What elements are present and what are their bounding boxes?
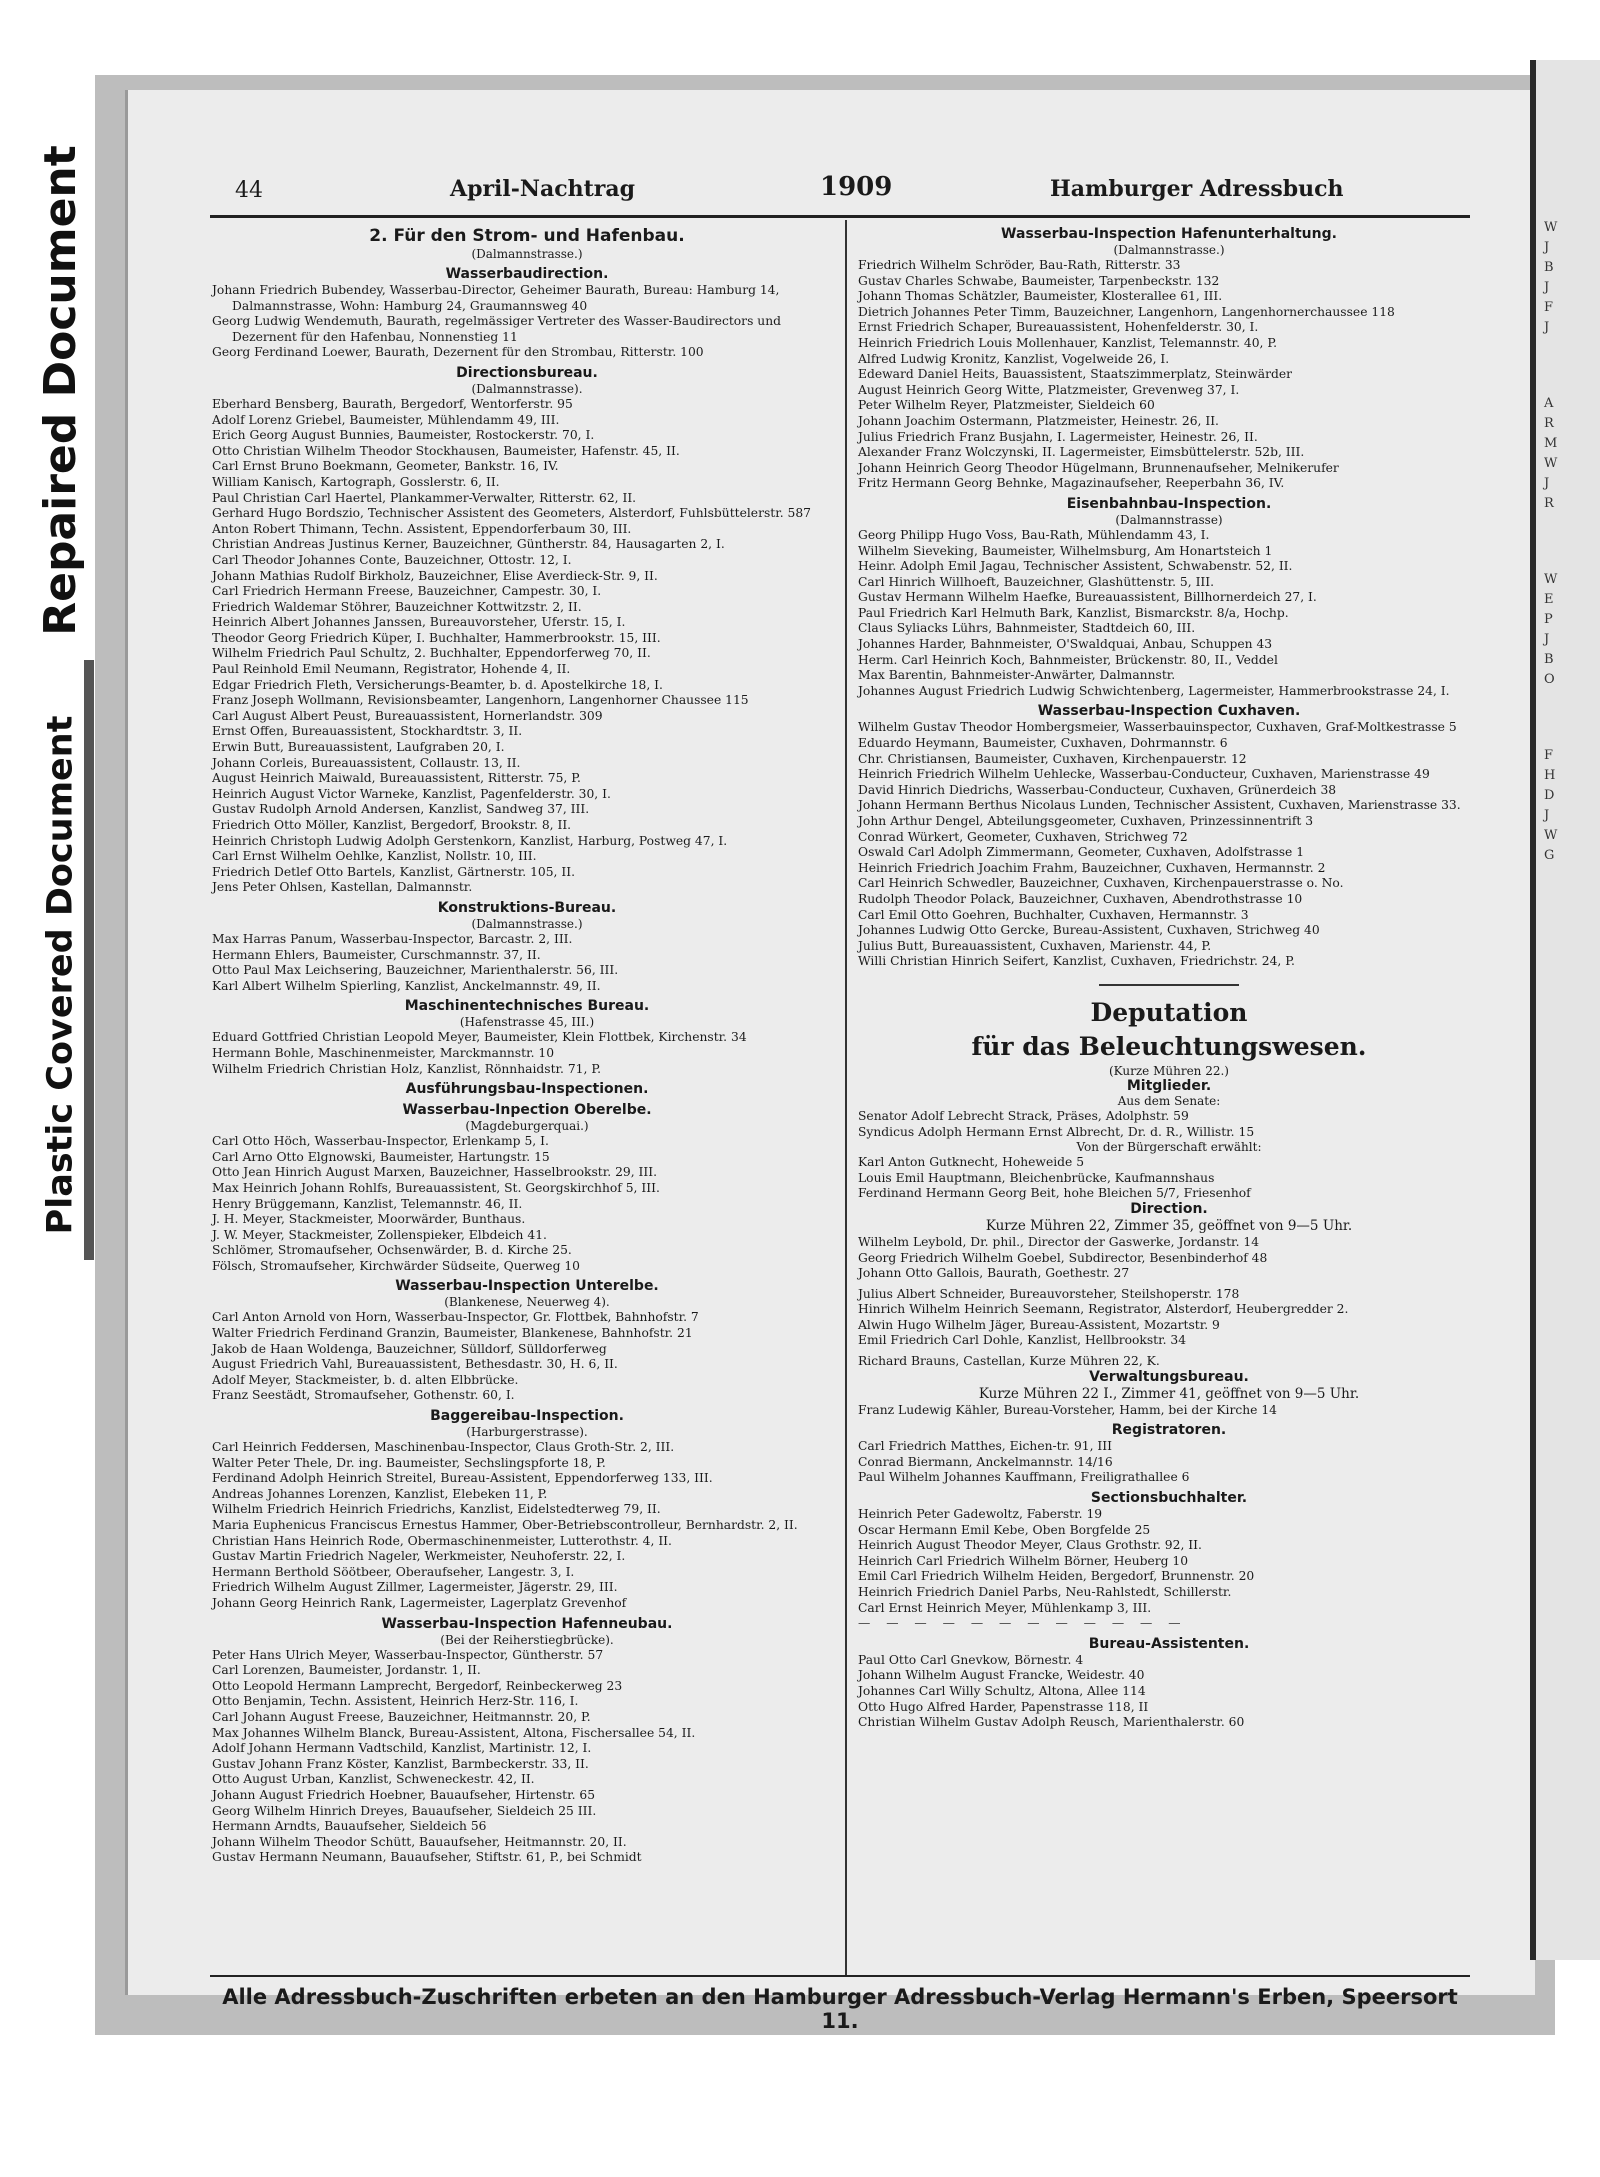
repaired-label-text: Repaired Document <box>34 144 86 636</box>
entry: Wilhelm Friedrich Christian Holz, Kanzlist, Rönnhaidstr. 71, P. <box>212 1061 602 1076</box>
entry: Wilhelm Gustav Theodor Hombergsmeier, Wasserbauinspector, Cuxhaven, Graf-Moltkestrasse 5 <box>858 720 1457 735</box>
left-column <box>212 222 842 1866</box>
entry: Franz Seestädt, Stromaufseher, Gothenstr. 60, I. <box>212 1388 515 1403</box>
admin-head-entry: Franz Ludewig Kähler, Bureau-Vorsteher, Hamm, bei der Kirche 14 <box>858 1402 1277 1417</box>
section-address: (Magdeburgerquai.) <box>465 1119 589 1134</box>
entry: Georg Wilhelm Hinrich Dreyes, Bauaufseher, Sieldeich 25 III. <box>212 1803 597 1818</box>
page-number: 44 <box>235 178 263 203</box>
section-title: Baggereibau-Inspection. <box>430 1408 624 1425</box>
entry: Carl Emil Otto Goehren, Buchhalter, Cuxhaven, Hermannstr. 3 <box>858 907 1249 922</box>
entry: Heinr. Adolph Emil Jagau, Technischer Assistent, Schwabenstr. 52, II. <box>858 559 1293 574</box>
entry: Wilhelm Friedrich Paul Schultz, 2. Buchhalter, Eppendorferweg 70, II. <box>212 646 651 661</box>
entry: Edgar Friedrich Fleth, Versicherungs-Beamter, b. d. Apostelkirche 18, I. <box>212 677 663 692</box>
entry: Paul Christian Carl Haertel, Plankammer-Verwalter, Ritterstr. 62, II. <box>212 490 637 505</box>
main-title: 2. Für den Strom- und Hafenbau. <box>369 226 685 246</box>
entry: Carl Friedrich Hermann Freese, Bauzeichner, Campestr. 30, I. <box>212 584 602 599</box>
entry: Hermann Bohle, Maschinenmeister, Marckmannstr. 10 <box>212 1045 555 1060</box>
section-title: Wasserbau-Inspection Unterelbe. <box>395 1278 659 1295</box>
registrars-heading: Registratoren. <box>1111 1422 1227 1439</box>
entry: Heinrich Christoph Ludwig Adolph Gerstenkorn, Kanzlist, Harburg, Postweg 47, I. <box>212 833 728 848</box>
entry: Johannes Harder, Bahnmeister, O'Swaldquai, Anbau, Schuppen 43 <box>858 637 1273 652</box>
section-title: Wasserbau-Inpection Oberelbe. <box>402 1102 652 1119</box>
assistants-heading: Bureau-Assistenten. <box>1088 1635 1250 1652</box>
next-page-fragment: W <box>1544 220 1558 235</box>
section-address: (Blankenese, Neuerweg 4). <box>444 1295 610 1310</box>
castellan-entry: Richard Brauns, Castellan, Kurze Mühren 22, K. <box>858 1354 1160 1369</box>
column-divider <box>845 220 847 1975</box>
next-page-fragment: F <box>1544 300 1554 315</box>
entry: Conrad Biermann, Anckelmannstr. 14/16 <box>858 1454 1113 1469</box>
entry: Johann Otto Gallois, Baurath, Goethestr. 27 <box>858 1266 1130 1281</box>
entry: Carl Anton Arnold von Horn, Wasserbau-Inspector, Gr. Flottbek, Bahnhofstr. 7 <box>212 1310 699 1325</box>
section-title: Maschinentechnisches Bureau. <box>404 998 650 1015</box>
entry: Anton Robert Thimann, Techn. Assistent, Eppendorferbaum 30, III. <box>212 521 632 536</box>
header-rule <box>210 215 1470 218</box>
next-page-fragment: F <box>1544 748 1554 763</box>
admin-heading: Verwaltungsbureau. <box>1089 1368 1249 1385</box>
entry: John Arthur Dengel, Abteilungsgeometer, Cuxhaven, Prinzessinnentrift 3 <box>858 814 1314 828</box>
entry: Carl Heinrich Feddersen, Maschinenbau-Inspector, Claus Groth-Str. 2, III. <box>212 1440 675 1455</box>
citizens-heading: Von der Bürgerschaft erwählt: <box>1076 1140 1262 1155</box>
entry: Walter Peter Thele, Dr. ing. Baumeister, Sechslingspforte 18, P. <box>212 1455 606 1470</box>
entry: Heinrich Carl Friedrich Wilhelm Börner, Heuberg 10 <box>858 1553 1189 1568</box>
deputation-subtitle: für das Beleuchtungswesen. <box>971 1031 1367 1061</box>
section-address: (Harburgerstrasse). <box>466 1425 588 1440</box>
entry: Emil Friedrich Carl Dohle, Kanzlist, Hellbrookstr. 34 <box>858 1333 1187 1348</box>
entry: J. W. Meyer, Stackmeister, Zollenspieker, Elbdeich 41. <box>212 1227 547 1242</box>
entry: Paul Otto Carl Gnevkow, Börnestr. 4 <box>858 1652 1084 1667</box>
entry: Wilhelm Leybold, Dr. phil., Director der Gaswerke, Jordanstr. 14 <box>858 1234 1260 1249</box>
entry: Heinrich August Victor Warneke, Kanzlist, Pagenfelderstr. 30, I. <box>212 786 611 801</box>
section-address: (Dalmannstrasse.) <box>1113 243 1225 257</box>
entry: Georg Philipp Hugo Voss, Bau-Rath, Mühlendamm 43, I. <box>858 527 1210 542</box>
entry: Paul Wilhelm Johannes Kauffmann, Freiligrathallee 6 <box>858 1470 1190 1485</box>
next-page-fragment: G <box>1544 848 1555 863</box>
entry: Hermann Arndts, Bauaufseher, Sieldeich 56 <box>212 1819 487 1834</box>
entry: Gustav Johann Franz Köster, Kanzlist, Barmbeckerstr. 33, II. <box>212 1756 589 1771</box>
main-address: (Dalmannstrasse.) <box>471 247 583 261</box>
next-page-fragment: P <box>1544 612 1553 627</box>
right-column <box>858 222 1480 1731</box>
deputation-title: Deputation <box>1090 997 1248 1027</box>
entry: Johannes Carl Willy Schultz, Altona, Allee 114 <box>858 1683 1146 1698</box>
entry: Theodor Georg Friedrich Küper, I. Buchhalter, Hammerbrookstr. 15, III. <box>212 630 661 645</box>
entry: Alfred Ludwig Kronitz, Kanzlist, Vogelweide 26, I. <box>858 351 1170 366</box>
entry: Johann Hermann Berthus Nicolaus Lunden, Technischer Assistent, Cuxhaven, Marienstrasse 33. <box>858 798 1461 813</box>
entry: Julius Butt, Bureauassistent, Cuxhaven, Marienstr. 44, P. <box>858 938 1212 953</box>
plastic-covered-label <box>0 690 120 1260</box>
entry: Adolf Lorenz Griebel, Baumeister, Mühlendamm 49, III. <box>212 412 560 427</box>
entry: Hermann Berthold Söötbeer, Oberaufseher, Langestr. 3, I. <box>212 1564 575 1579</box>
entry: Schlömer, Stromaufseher, Ochsenwärder, B. d. Kirche 25. <box>212 1243 572 1258</box>
entry: Johann Wilhelm August Francke, Weidestr. 40 <box>858 1668 1145 1683</box>
deputation-address: (Kurze Mühren 22.) <box>1109 1063 1229 1078</box>
entry: Carl Ernst Wilhelm Oehlke, Kanzlist, Nollstr. 10, III. <box>212 849 537 864</box>
entry: Heinrich Friedrich Joachim Frahm, Bauzeichner, Cuxhaven, Hermannstr. 2 <box>858 860 1326 875</box>
entry: Carl Friedrich Matthes, Eichen-tr. 91, III <box>858 1439 1113 1454</box>
next-page-fragment: H <box>1544 768 1556 783</box>
entry: Willi Christian Hinrich Seifert, Kanzlist, Cuxhaven, Friedrichstr. 24, P. <box>858 954 1295 969</box>
entry: Johann Mathias Rudolf Birkholz, Bauzeichner, Elise Averdieck-Str. 9, II. <box>212 568 658 583</box>
entry: Carl Heinrich Schwedler, Bauzeichner, Cuxhaven, Kirchenpauerstrasse o. No. <box>858 876 1344 891</box>
section-title: Wasserbaudirection. <box>445 266 609 282</box>
entry: Dietrich Johannes Peter Timm, Bauzeichner, Langenhorn, Langenhornerchaussee 118 <box>858 304 1395 319</box>
entry: Maria Euphenicus Franciscus Ernestus Hammer, Ober-Betriebscontrolleur, Bernhardstr. 2, II. <box>212 1518 798 1532</box>
next-page-fragment: J <box>1544 808 1550 823</box>
entry: Otto Leopold Hermann Lamprecht, Bergedorf, Reinbeckerweg 23 <box>212 1678 623 1693</box>
bookkeepers-heading: Sectionsbuchhalter. <box>1090 1490 1248 1507</box>
entry: Erwin Butt, Bureauassistent, Laufgraben 20, I. <box>212 740 505 755</box>
entry: Walter Friedrich Ferdinand Granzin, Baumeister, Blankenese, Bahnhofstr. 21 <box>212 1326 693 1341</box>
entry: Heinrich Friedrich Wilhelm Uehlecke, Wasserbau-Conducteur, Cuxhaven, Marienstrasse 49 <box>858 767 1430 782</box>
next-page-fragment: J <box>1544 320 1550 335</box>
entry: Ernst Friedrich Schaper, Bureauassistent, Hohenfelderstr. 30, I. <box>858 320 1259 335</box>
direction-heading: Direction. <box>1130 1200 1208 1217</box>
entry: Peter Hans Ulrich Meyer, Wasserbau-Inspector, Güntherstr. 57 <box>212 1647 604 1662</box>
entry: Alwin Hugo Wilhelm Jäger, Bureau-Assistent, Mozartstr. 9 <box>858 1317 1220 1332</box>
section-address: (Dalmannstrasse.) <box>471 916 583 931</box>
next-page-fragment: J <box>1544 280 1550 295</box>
entry: Gustav Martin Friedrich Nageler, Werkmeister, Neuhoferstr. 22, I. <box>212 1549 626 1564</box>
entry: Max Heinrich Johann Rohlfs, Bureauassistent, St. Georgskirchhof 5, III. <box>212 1180 660 1195</box>
entry: Max Johannes Wilhelm Blanck, Bureau-Assistent, Altona, Fischersallee 54, II. <box>212 1725 696 1740</box>
entry: Chr. Christiansen, Baumeister, Cuxhaven, Kirchenpauerstr. 12 <box>858 751 1247 766</box>
admin-hours: Kurze Mühren 22 I., Zimmer 41, geöffnet von 9—5 Uhr. <box>978 1385 1360 1402</box>
entry: Conrad Würkert, Geometer, Cuxhaven, Strichweg 72 <box>858 829 1188 844</box>
entry: Johann Corleis, Bureauassistent, Collaustr. 13, II. <box>212 755 521 770</box>
entry: Syndicus Adolph Hermann Ernst Albrecht, Dr. d. R., Willistr. 15 <box>858 1124 1255 1139</box>
entry: William Kanisch, Kartograph, Gosslerstr. 6, II. <box>212 474 500 489</box>
entry: Carl Johann August Freese, Bauzeichner, Heitmannstr. 20, P. <box>212 1709 591 1724</box>
section-address: (Bei der Reiherstiegbrücke). <box>440 1632 614 1647</box>
entry: Karl Anton Gutknecht, Hoheweide 5 <box>858 1155 1085 1170</box>
repaired-document-label <box>0 130 120 650</box>
entry: Heinrich Peter Gadewoltz, Faberstr. 19 <box>858 1507 1103 1522</box>
entry: Otto August Urban, Kanzlist, Schweneckestr. 42, II. <box>212 1772 535 1787</box>
entry: Carl August Albert Peust, Bureauassistent, Hornerlandstr. 309 <box>212 708 603 723</box>
entry: Eberhard Bensberg, Baurath, Bergedorf, Wentorferstr. 95 <box>212 396 573 411</box>
entry: Edeward Daniel Heits, Bauassistent, Staatszimmerplatz, Steinwärder <box>858 367 1292 382</box>
entry: Senator Adolf Lebrecht Strack, Präses, Adolphstr. 59 <box>858 1108 1189 1123</box>
page-header <box>210 168 1470 208</box>
entry: Carl Theodor Johannes Conte, Bauzeichner, Ottostr. 12, I. <box>212 552 572 567</box>
entry: Henry Brüggemann, Kanzlist, Telemannstr. 46, II. <box>212 1196 523 1211</box>
entry: Peter Wilhelm Reyer, Platzmeister, Sieldeich 60 <box>858 398 1155 413</box>
entry: Karl Albert Wilhelm Spierling, Kanzlist, Anckelmannstr. 49, II. <box>212 978 601 993</box>
next-page-fragment: M <box>1544 436 1558 451</box>
section-title: Eisenbahnbau-Inspection. <box>1066 495 1272 512</box>
entry: Julius Albert Schneider, Bureauvorsteher, Steilshoperstr. 178 <box>858 1286 1240 1301</box>
entry: Gustav Hermann Neumann, Bauaufseher, Stiftstr. 61, P., bei Schmidt <box>212 1850 642 1865</box>
section-title: Konstruktions-Bureau. <box>437 899 617 916</box>
entry: Johannes August Friedrich Ludwig Schwichtenberg, Lagermeister, Hammerbrookstrasse 24, I. <box>858 683 1450 698</box>
entry: Otto Jean Hinrich August Marxen, Bauzeichner, Hasselbrookstr. 29, III. <box>212 1165 658 1180</box>
entry: Otto Paul Max Leichsering, Bauzeichner, Marienthalerstr. 56, III. <box>212 963 619 978</box>
entry: Christian Wilhelm Gustav Adolph Reusch, Marienthalerstr. 60 <box>858 1715 1245 1730</box>
entry: Christian Hans Heinrich Rode, Obermaschinenmeister, Lutterothstr. 4, II. <box>212 1533 672 1548</box>
section-title: Wasserbau-Inspection Hafenneubau. <box>381 1615 673 1632</box>
next-page-fragment: D <box>1544 788 1555 803</box>
entry: Carl Ernst Heinrich Meyer, Mühlenkamp 3, III. <box>858 1600 1152 1615</box>
next-page-fragment: J <box>1544 240 1550 255</box>
entry: Otto Christian Wilhelm Theodor Stockhausen, Baumeister, Hafenstr. 45, II. <box>212 443 680 458</box>
entry: Erich Georg August Bunnies, Baumeister, Rostockerstr. 70, I. <box>212 428 595 443</box>
entry: Paul Reinhold Emil Neumann, Registrator, Hohende 4, II. <box>212 662 571 677</box>
footer-rule <box>210 1975 1470 1977</box>
next-page-fragment: E <box>1544 592 1554 607</box>
next-page-fragment: B <box>1544 260 1554 275</box>
entry: Christian Andreas Justinus Kerner, Bauzeichner, Güntherstr. 84, Hausagarten 2, I. <box>212 537 725 552</box>
year: 1909 <box>820 172 893 202</box>
footer-notice: Alle Adressbuch-Zuschriften erbeten an den Hamburger Adressbuch-Verlag Hermann's Erben, Speersort 11. <box>222 1985 1458 2033</box>
book-title: Hamburger Adressbuch <box>1050 176 1344 202</box>
next-page-fragment: J <box>1544 476 1550 491</box>
section-title: Directionsbureau. <box>456 364 598 381</box>
entry: Adolf Meyer, Stackmeister, b. d. alten Elbbrücke. <box>212 1372 519 1387</box>
entry: Eduard Gottfried Christian Leopold Meyer, Baumeister, Klein Flottbek, Kirchenstr. 34 <box>212 1030 747 1045</box>
entry: Heinrich Friedrich Louis Mollenhauer, Kanzlist, Telemannstr. 40, P. <box>858 335 1278 350</box>
entry: Louis Emil Hauptmann, Bleichenbrücke, Kaufmannshaus <box>858 1170 1215 1185</box>
entry: Heinrich August Theodor Meyer, Claus Grothstr. 92, II. <box>858 1538 1202 1553</box>
entry: Carl Otto Höch, Wasserbau-Inspector, Erlenkamp 5, I. <box>212 1134 549 1149</box>
entry: Carl Lorenzen, Baumeister, Jordanstr. 1, II. <box>212 1663 481 1678</box>
section-address: (Dalmannstrasse) <box>1115 512 1223 527</box>
entry: Hinrich Wilhelm Heinrich Seemann, Registrator, Alsterdorf, Heubergredder 2. <box>858 1302 1349 1317</box>
entry: Johann Friedrich Bubendey, Wasserbau-Director, Geheimer Baurath, Bureau: Hamburg 14, Dalmannstrasse, Wohn: Hamburg 24, Graumannsweg 40 <box>212 283 780 313</box>
next-page-fragment: J <box>1544 632 1550 647</box>
entry: Georg Ferdinand Loewer, Baurath, Dezernent für den Strombau, Ritterstr. 100 <box>212 345 704 360</box>
entry: Alexander Franz Wolczynski, II. Lagermeister, Eimsbüttelerstr. 52b, III. <box>858 445 1305 460</box>
entry: August Friedrich Vahl, Bureauassistent, Bethesdastr. 30, H. 6, II. <box>212 1357 618 1372</box>
entry: Friedrich Otto Möller, Kanzlist, Bergedorf, Brookstr. 8, II. <box>212 818 572 832</box>
entry: Gustav Hermann Wilhelm Haefke, Bureauassistent, Billhornerdeich 27, I. <box>858 590 1317 605</box>
entry: Fritz Hermann Georg Behnke, Magazinaufseher, Reeperbahn 36, IV. <box>858 476 1285 491</box>
next-page-fragment: W <box>1544 828 1558 843</box>
next-page-fragment: W <box>1544 456 1558 471</box>
supplement-title: April-Nachtrag <box>450 176 636 202</box>
next-page-fragment: A <box>1544 396 1554 411</box>
entry: J. H. Meyer, Stackmeister, Moorwärder, Bunthaus. <box>212 1212 526 1227</box>
members-heading: Mitglieder. <box>1126 1077 1212 1094</box>
entry: August Heinrich Georg Witte, Platzmeister, Grevenweg 37, I. <box>858 382 1240 397</box>
entry: Andreas Johannes Lorenzen, Kanzlist, Elebeken 11, P. <box>212 1486 548 1501</box>
section-title: Ausführungsbau-Inspectionen. <box>405 1081 649 1098</box>
section-separator <box>1099 984 1239 986</box>
entry: Gustav Rudolph Arnold Andersen, Kanzlist, Sandweg 37, III. <box>212 802 590 817</box>
entry: Otto Hugo Alfred Harder, Papenstrasse 118, II <box>858 1699 1149 1714</box>
next-page-fragment: O <box>1544 672 1555 687</box>
entry: Max Barentin, Bahnmeister-Anwärter, Dalmannstr. <box>858 668 1176 683</box>
entry: Oscar Hermann Emil Kebe, Oben Borgfelde 25 <box>858 1522 1151 1537</box>
entry: Eduardo Heymann, Baumeister, Cuxhaven, Dohrmannstr. 6 <box>858 736 1228 751</box>
entry: Adolf Johann Hermann Vadtschild, Kanzlist, Martinistr. 12, I. <box>212 1741 592 1756</box>
entry: Johannes Ludwig Otto Gercke, Bureau-Assistent, Cuxhaven, Strichweg 40 <box>858 923 1320 938</box>
entry: Ernst Offen, Bureauassistent, Stockhardtstr. 3, II. <box>212 724 523 739</box>
entry: Johann Georg Heinrich Rank, Lagermeister, Lagerplatz Grevenhof <box>212 1595 627 1610</box>
entry: Friedrich Wilhelm Schröder, Bau-Rath, Ritterstr. 33 <box>858 258 1181 272</box>
entry: Franz Joseph Wollmann, Revisionsbeamter, Langenhorn, Langenhorner Chaussee 115 <box>212 693 749 708</box>
entry: Georg Friedrich Wilhelm Goebel, Subdirector, Besenbinderhof 48 <box>858 1250 1268 1265</box>
next-page-fragment: W <box>1544 572 1558 587</box>
entry: Julius Friedrich Franz Busjahn, I. Lagermeister, Heinestr. 26, II. <box>858 429 1258 444</box>
entry: Heinrich Albert Johannes Janssen, Bureauvorsteher, Uferstr. 15, I. <box>212 615 626 630</box>
next-page-edge <box>1530 60 1600 1960</box>
entry: Wilhelm Sieveking, Baumeister, Wilhelmsburg, Am Honartsteich 1 <box>858 543 1273 558</box>
entry: Max Harras Panum, Wasserbau-Inspector, Barcastr. 2, III. <box>212 931 573 946</box>
next-page-fragment: R <box>1544 416 1554 431</box>
entry: August Heinrich Maiwald, Bureauassistent, Ritterstr. 75, P. <box>212 771 581 786</box>
senate-heading: Aus dem Senate: <box>1117 1093 1221 1108</box>
direction-hours: Kurze Mühren 22, Zimmer 35, geöffnet von 9—5 Uhr. <box>985 1217 1353 1234</box>
entry: Ferdinand Hermann Georg Beit, hohe Bleichen 5/7, Friesenhof <box>858 1186 1251 1201</box>
entry: Johann Heinrich Georg Theodor Hügelmann, Brunnenaufseher, Melnikerufer <box>858 460 1339 475</box>
entry: Carl Ernst Bruno Boekmann, Geometer, Bankstr. 16, IV. <box>212 459 559 474</box>
entry: Emil Carl Friedrich Wilhelm Heiden, Bergedorf, Brunnenstr. 20 <box>858 1569 1255 1584</box>
entry: Claus Syliacks Lührs, Bahnmeister, Stadtdeich 60, III. <box>858 621 1196 636</box>
entry: Ferdinand Adolph Heinrich Streitel, Bureau-Assistent, Eppendorferweg 133, III. <box>212 1471 713 1486</box>
entry: Johann Wilhelm Theodor Schütt, Bauaufseher, Heitmannstr. 20, II. <box>212 1834 627 1849</box>
section-address: (Dalmannstrasse). <box>471 381 583 396</box>
section-title: Wasserbau-Inspection Cuxhaven. <box>1037 703 1301 720</box>
plastic-label-text: Plastic Covered Document <box>40 715 80 1235</box>
entry: Heinrich Friedrich Daniel Parbs, Neu-Rahlstedt, Schillerstr. <box>858 1585 1232 1599</box>
entry: Hermann Ehlers, Baumeister, Curschmannstr. 37, II. <box>212 947 541 962</box>
entry: Gustav Charles Schwabe, Baumeister, Tarpenbeckstr. 132 <box>858 273 1220 288</box>
section-address: (Hafenstrasse 45, III.) <box>459 1015 595 1030</box>
entry: Wilhelm Friedrich Heinrich Friedrichs, Kanzlist, Eidelstedterweg 79, II. <box>212 1502 661 1517</box>
entry: Friedrich Detlef Otto Bartels, Kanzlist, Gärtnerstr. 105, II. <box>212 864 575 879</box>
next-page-fragment: R <box>1544 496 1554 511</box>
entry: Johann August Friedrich Hoebner, Bauaufseher, Hirtenstr. 65 <box>212 1787 596 1802</box>
entry: Fölsch, Stromaufseher, Kirchwärder Südseite, Querweg 10 <box>212 1258 581 1273</box>
entry: Carl Hinrich Willhoeft, Bauzeichner, Glashüttenstr. 5, III. <box>858 574 1215 589</box>
entry: Friedrich Wilhelm August Zillmer, Lagermeister, Jägerstr. 29, III. <box>212 1580 618 1595</box>
entry: David Hinrich Diedrichs, Wasserbau-Conducteur, Cuxhaven, Grünerdeich 38 <box>858 782 1337 797</box>
entry: Jakob de Haan Woldenga, Bauzeichner, Sülldorf, Sülldorferweg <box>212 1341 607 1356</box>
next-page-fragment: B <box>1544 652 1554 667</box>
entry: Oswald Carl Adolph Zimmermann, Geometer, Cuxhaven, Adolfstrasse 1 <box>858 845 1305 860</box>
entry: Jens Peter Ohlsen, Kastellan, Dalmannstr. <box>212 880 473 895</box>
entry: Paul Friedrich Karl Helmuth Bark, Kanzlist, Bismarckstr. 8/a, Hochp. <box>858 605 1289 620</box>
entry: Carl Arno Otto Elgnowski, Baumeister, Hartungstr. 15 <box>212 1149 550 1164</box>
entry: Georg Ludwig Wendemuth, Baurath, regelmässiger Vertreter des Wasser-Baudirectors und Dezernent für den Hafenbau, Nonnenstieg 11 <box>212 314 781 344</box>
entry: Otto Benjamin, Techn. Assistent, Heinrich Herz-Str. 116, I. <box>212 1694 579 1709</box>
entry: Herm. Carl Heinrich Koch, Bahnmeister, Brückenstr. 80, II., Veddel <box>858 652 1278 667</box>
entry: Johann Thomas Schätzler, Baumeister, Klosterallee 61, III. <box>858 289 1223 304</box>
entry: Rudolph Theodor Polack, Bauzeichner, Cuxhaven, Abendrothstrasse 10 <box>858 891 1303 906</box>
entry: Gerhard Hugo Bordszio, Technischer Assistent des Geometers, Alsterdorf, Fuhlsbüttelerstr. 587 <box>212 506 812 521</box>
dash-line: — — — — — — — — — — — — <box>858 1616 1187 1631</box>
entry: Johann Joachim Ostermann, Platzmeister, Heinestr. 26, II. <box>858 413 1219 428</box>
entry: Friedrich Waldemar Stöhrer, Bauzeichner Kottwitzstr. 2, II. <box>212 599 582 614</box>
section-title: Wasserbau-Inspection Hafenunterhaltung. <box>1001 226 1337 242</box>
